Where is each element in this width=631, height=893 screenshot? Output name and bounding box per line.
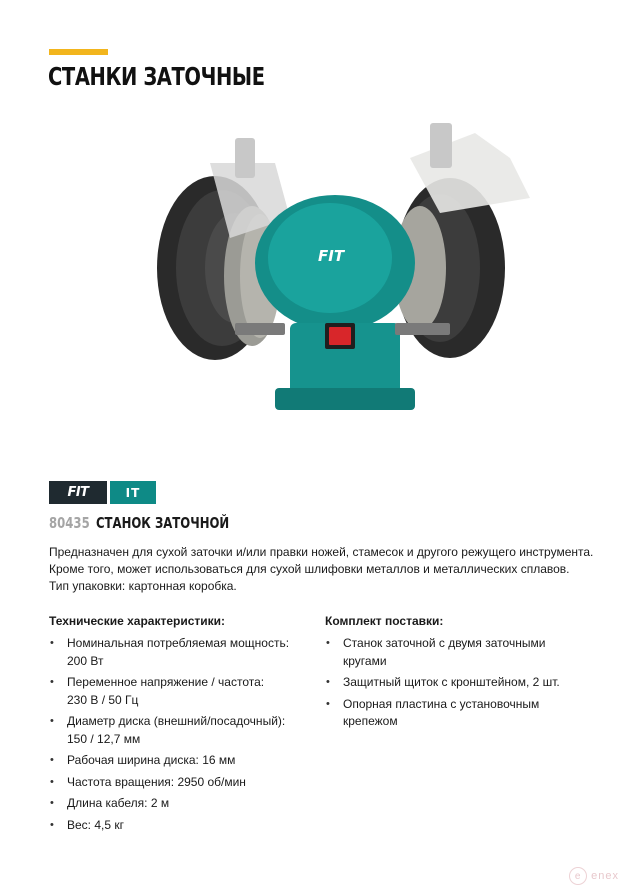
specs-section — [49, 613, 309, 838]
specs-heading: Технические характеристики: — [49, 614, 226, 628]
kit-item: • Станок заточной с двумя заточными кругами — [325, 635, 565, 670]
spec-item: • Рабочая ширина диска: 16 мм — [49, 752, 309, 770]
it-badge: IT — [110, 481, 156, 504]
spec-item: • Номинальная потребляемая мощность: 200 Вт — [49, 635, 309, 670]
product-logo-text: FIT — [318, 247, 345, 265]
description-line: Тип упаковки: картонная коробка. — [49, 579, 237, 593]
page-title: СТАНКИ ЗАТОЧНЫЕ — [48, 62, 265, 91]
spec-item: • Переменное напряжение / частота: 230 В / 50 Гц — [49, 674, 309, 709]
watermark-text: enex — [591, 870, 619, 882]
product-name: СТАНОК ЗАТОЧНОЙ — [95, 514, 230, 532]
description — [49, 544, 609, 595]
accent-bar — [49, 49, 108, 55]
enex-icon: e — [569, 867, 587, 885]
product-heading — [49, 514, 229, 532]
spec-item: • Вес: 4,5 кг — [49, 817, 309, 835]
description-line: Предназначен для сухой заточки и/или правки ножей, стамесок и другого режущего инструмента. — [49, 545, 594, 559]
bench-grinder-image — [140, 118, 540, 418]
fit-logo: FIT — [49, 481, 107, 504]
description-line: Кроме того, может использоваться для сухой шлифовки металлов и металлических сплавов. — [49, 562, 570, 576]
watermark — [569, 867, 619, 885]
article-number: 80435 — [49, 514, 90, 532]
spec-item: • Диаметр диска (внешний/посадочный): 150 / 12,7 мм — [49, 713, 309, 748]
spec-item: • Частота вращения: 2950 об/мин — [49, 774, 309, 792]
brand-row — [49, 481, 156, 504]
kit-section — [325, 613, 565, 735]
spec-item: • Длина кабеля: 2 м — [49, 795, 309, 813]
kit-item: • Защитный щиток с кронштейном, 2 шт. — [325, 674, 565, 692]
kit-item: • Опорная пластина с установочным крепежом — [325, 696, 565, 731]
kit-heading: Комплект поставки: — [325, 614, 444, 628]
